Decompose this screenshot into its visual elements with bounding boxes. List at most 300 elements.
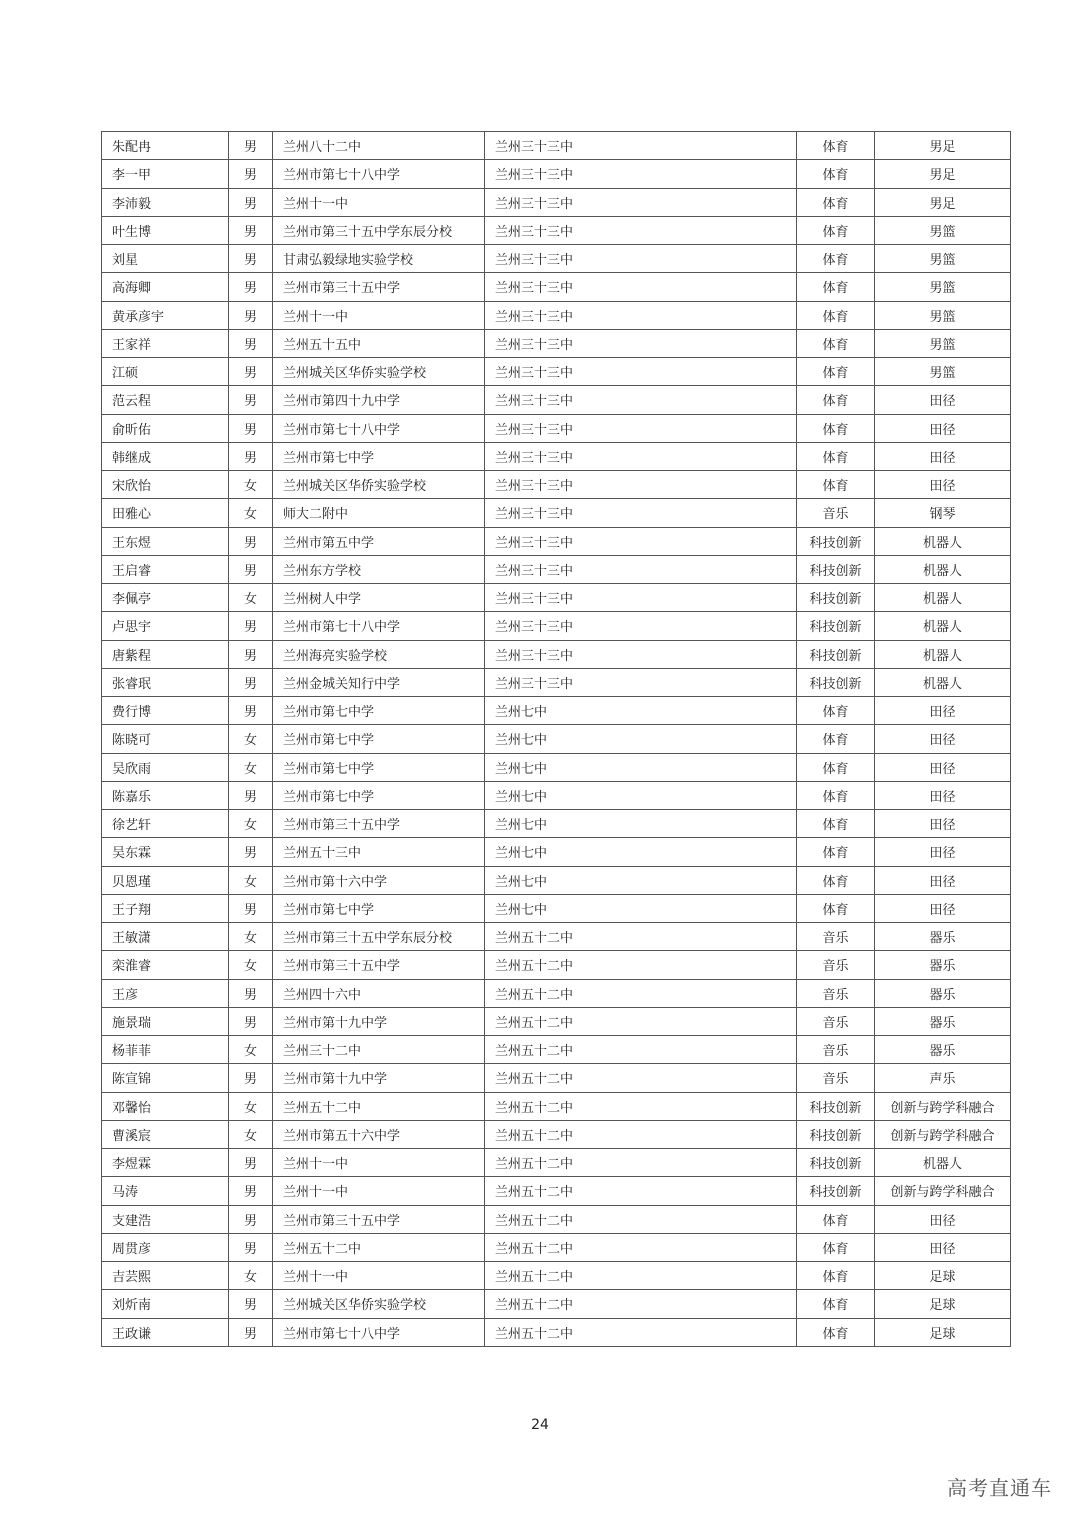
admitted-school-cell: 兰州七中 — [485, 753, 797, 781]
student-name-cell: 王启睿 — [102, 555, 229, 583]
origin-school-cell: 兰州市第三十五中学 — [273, 273, 485, 301]
admitted-school-cell: 兰州五十二中 — [485, 1262, 797, 1290]
category-cell: 体育 — [797, 866, 875, 894]
gender-cell: 男 — [229, 414, 273, 442]
specialty-cell: 机器人 — [875, 1149, 1011, 1177]
admitted-school-cell: 兰州三十三中 — [485, 584, 797, 612]
origin-school-cell: 兰州市第七十八中学 — [273, 414, 485, 442]
origin-school-cell: 兰州市第三十五中学东辰分校 — [273, 216, 485, 244]
origin-school-cell: 兰州城关区华侨实验学校 — [273, 1290, 485, 1318]
table-row — [102, 358, 1011, 386]
gender-cell: 男 — [229, 640, 273, 668]
table-row — [102, 584, 1011, 612]
category-cell: 科技创新 — [797, 640, 875, 668]
table-row — [102, 160, 1011, 188]
table-row — [102, 414, 1011, 442]
category-cell: 科技创新 — [797, 555, 875, 583]
table-row — [102, 1318, 1011, 1346]
student-name-cell: 李佩亭 — [102, 584, 229, 612]
category-cell: 科技创新 — [797, 584, 875, 612]
specialty-cell: 男篮 — [875, 273, 1011, 301]
student-name-cell: 叶生博 — [102, 216, 229, 244]
student-name-cell: 栾淮睿 — [102, 951, 229, 979]
specialty-cell: 器乐 — [875, 1007, 1011, 1035]
category-cell: 音乐 — [797, 951, 875, 979]
student-name-cell: 周贯彦 — [102, 1233, 229, 1261]
gender-cell: 男 — [229, 245, 273, 273]
gender-cell: 女 — [229, 1092, 273, 1120]
table-row — [102, 1149, 1011, 1177]
origin-school-cell: 兰州市第七十八中学 — [273, 1318, 485, 1346]
origin-school-cell: 兰州十一中 — [273, 188, 485, 216]
origin-school-cell: 兰州市第十九中学 — [273, 1064, 485, 1092]
category-cell: 科技创新 — [797, 1120, 875, 1148]
specialty-cell: 创新与跨学科融合 — [875, 1120, 1011, 1148]
category-cell: 科技创新 — [797, 1177, 875, 1205]
admitted-school-cell: 兰州七中 — [485, 810, 797, 838]
specialty-cell: 田径 — [875, 894, 1011, 922]
specialty-cell: 田径 — [875, 725, 1011, 753]
specialty-cell: 钢琴 — [875, 499, 1011, 527]
student-name-cell: 陈晓可 — [102, 725, 229, 753]
admitted-school-cell: 兰州七中 — [485, 866, 797, 894]
gender-cell: 女 — [229, 1262, 273, 1290]
origin-school-cell: 兰州四十六中 — [273, 979, 485, 1007]
origin-school-cell: 兰州市第七中学 — [273, 753, 485, 781]
table-row — [102, 1262, 1011, 1290]
gender-cell: 男 — [229, 1318, 273, 1346]
origin-school-cell: 兰州市第三十五中学 — [273, 1205, 485, 1233]
category-cell: 科技创新 — [797, 668, 875, 696]
table-row — [102, 640, 1011, 668]
gender-cell: 男 — [229, 1290, 273, 1318]
origin-school-cell: 兰州五十五中 — [273, 329, 485, 357]
student-name-cell: 陈嘉乐 — [102, 781, 229, 809]
specialty-cell: 机器人 — [875, 527, 1011, 555]
specialty-cell: 男篮 — [875, 329, 1011, 357]
admitted-school-cell: 兰州七中 — [485, 725, 797, 753]
category-cell: 体育 — [797, 329, 875, 357]
origin-school-cell: 兰州十一中 — [273, 301, 485, 329]
student-name-cell: 王敏潇 — [102, 923, 229, 951]
admitted-school-cell: 兰州三十三中 — [485, 216, 797, 244]
origin-school-cell: 兰州海亮实验学校 — [273, 640, 485, 668]
table-row — [102, 273, 1011, 301]
specialty-cell: 机器人 — [875, 612, 1011, 640]
table-row — [102, 1007, 1011, 1035]
table-row — [102, 188, 1011, 216]
category-cell: 音乐 — [797, 1064, 875, 1092]
origin-school-cell: 兰州十一中 — [273, 1149, 485, 1177]
specialty-cell: 男足 — [875, 188, 1011, 216]
admitted-school-cell: 兰州五十二中 — [485, 1120, 797, 1148]
specialty-cell: 创新与跨学科融合 — [875, 1092, 1011, 1120]
category-cell: 音乐 — [797, 923, 875, 951]
origin-school-cell: 兰州八十二中 — [273, 132, 485, 160]
admitted-school-cell: 兰州五十二中 — [485, 1233, 797, 1261]
category-cell: 体育 — [797, 725, 875, 753]
admitted-school-cell: 兰州七中 — [485, 894, 797, 922]
admitted-school-cell: 兰州五十二中 — [485, 1007, 797, 1035]
gender-cell: 女 — [229, 725, 273, 753]
category-cell: 体育 — [797, 132, 875, 160]
category-cell: 科技创新 — [797, 1149, 875, 1177]
origin-school-cell: 兰州十一中 — [273, 1262, 485, 1290]
table-row — [102, 527, 1011, 555]
gender-cell: 男 — [229, 697, 273, 725]
specialty-cell: 田径 — [875, 838, 1011, 866]
origin-school-cell: 兰州城关区华侨实验学校 — [273, 471, 485, 499]
student-name-cell: 李沛毅 — [102, 188, 229, 216]
table-row — [102, 697, 1011, 725]
table-row — [102, 555, 1011, 583]
gender-cell: 男 — [229, 1205, 273, 1233]
origin-school-cell: 兰州市第七十八中学 — [273, 160, 485, 188]
admitted-school-cell: 兰州五十二中 — [485, 951, 797, 979]
gender-cell: 男 — [229, 527, 273, 555]
student-name-cell: 李一甲 — [102, 160, 229, 188]
origin-school-cell: 兰州市第十九中学 — [273, 1007, 485, 1035]
specialty-cell: 田径 — [875, 414, 1011, 442]
specialty-cell: 器乐 — [875, 923, 1011, 951]
gender-cell: 男 — [229, 442, 273, 470]
table-row — [102, 329, 1011, 357]
gender-cell: 男 — [229, 612, 273, 640]
origin-school-cell: 兰州市第三十五中学东辰分校 — [273, 923, 485, 951]
category-cell: 体育 — [797, 386, 875, 414]
admitted-school-cell: 兰州五十二中 — [485, 923, 797, 951]
category-cell: 体育 — [797, 1233, 875, 1261]
category-cell: 体育 — [797, 358, 875, 386]
student-name-cell: 施景瑞 — [102, 1007, 229, 1035]
gender-cell: 男 — [229, 160, 273, 188]
table-row — [102, 668, 1011, 696]
category-cell: 体育 — [797, 1205, 875, 1233]
specialty-cell: 男篮 — [875, 245, 1011, 273]
table-row — [102, 386, 1011, 414]
specialty-cell: 男足 — [875, 160, 1011, 188]
origin-school-cell: 甘肃弘毅绿地实验学校 — [273, 245, 485, 273]
specialty-cell: 田径 — [875, 1205, 1011, 1233]
student-name-cell: 邓馨怡 — [102, 1092, 229, 1120]
table-row — [102, 979, 1011, 1007]
table-row — [102, 781, 1011, 809]
origin-school-cell: 兰州市第七十八中学 — [273, 612, 485, 640]
student-name-cell: 支建浩 — [102, 1205, 229, 1233]
admitted-school-cell: 兰州五十二中 — [485, 1149, 797, 1177]
origin-school-cell: 兰州十一中 — [273, 1177, 485, 1205]
student-name-cell: 吉芸熙 — [102, 1262, 229, 1290]
specialty-cell: 男篮 — [875, 358, 1011, 386]
origin-school-cell: 兰州市第三十五中学 — [273, 951, 485, 979]
admitted-school-cell: 兰州三十三中 — [485, 329, 797, 357]
gender-cell: 男 — [229, 301, 273, 329]
table-row — [102, 301, 1011, 329]
admitted-school-cell: 兰州三十三中 — [485, 499, 797, 527]
specialty-cell: 男足 — [875, 132, 1011, 160]
category-cell: 体育 — [797, 894, 875, 922]
admitted-school-cell: 兰州五十二中 — [485, 1318, 797, 1346]
admitted-school-cell: 兰州三十三中 — [485, 471, 797, 499]
gender-cell: 男 — [229, 188, 273, 216]
specialty-cell: 田径 — [875, 866, 1011, 894]
student-name-cell: 刘星 — [102, 245, 229, 273]
gender-cell: 男 — [229, 1177, 273, 1205]
student-name-cell: 卢思宇 — [102, 612, 229, 640]
specialty-cell: 田径 — [875, 697, 1011, 725]
specialty-cell: 足球 — [875, 1318, 1011, 1346]
student-name-cell: 王家祥 — [102, 329, 229, 357]
gender-cell: 男 — [229, 1149, 273, 1177]
student-name-cell: 高海卿 — [102, 273, 229, 301]
student-name-cell: 张睿珉 — [102, 668, 229, 696]
admitted-school-cell: 兰州三十三中 — [485, 358, 797, 386]
gender-cell: 女 — [229, 810, 273, 838]
origin-school-cell: 兰州市第五十六中学 — [273, 1120, 485, 1148]
admitted-school-cell: 兰州五十二中 — [485, 1064, 797, 1092]
gender-cell: 男 — [229, 329, 273, 357]
origin-school-cell: 兰州市第七中学 — [273, 697, 485, 725]
gender-cell: 男 — [229, 555, 273, 583]
category-cell: 体育 — [797, 414, 875, 442]
specialty-cell: 器乐 — [875, 1036, 1011, 1064]
admitted-school-cell: 兰州七中 — [485, 697, 797, 725]
table-row — [102, 1290, 1011, 1318]
origin-school-cell: 兰州市第四十九中学 — [273, 386, 485, 414]
gender-cell: 男 — [229, 216, 273, 244]
table-row — [102, 216, 1011, 244]
admitted-school-cell: 兰州三十三中 — [485, 273, 797, 301]
gender-cell: 男 — [229, 358, 273, 386]
specialty-cell: 田径 — [875, 386, 1011, 414]
specialty-cell: 创新与跨学科融合 — [875, 1177, 1011, 1205]
student-name-cell: 李煜霖 — [102, 1149, 229, 1177]
table-row — [102, 1092, 1011, 1120]
student-name-cell: 范云程 — [102, 386, 229, 414]
admitted-school-cell: 兰州五十二中 — [485, 1177, 797, 1205]
student-name-cell: 王彦 — [102, 979, 229, 1007]
admitted-school-cell: 兰州五十二中 — [485, 1092, 797, 1120]
admitted-school-cell: 兰州五十二中 — [485, 1036, 797, 1064]
student-name-cell: 俞昕佑 — [102, 414, 229, 442]
table-row — [102, 1177, 1011, 1205]
roster-table-body — [102, 132, 1011, 1347]
table-row — [102, 245, 1011, 273]
category-cell: 体育 — [797, 838, 875, 866]
student-name-cell: 王东煜 — [102, 527, 229, 555]
roster-table — [101, 131, 1011, 1347]
gender-cell: 男 — [229, 668, 273, 696]
admitted-school-cell: 兰州五十二中 — [485, 979, 797, 1007]
gender-cell: 女 — [229, 1036, 273, 1064]
origin-school-cell: 师大二附中 — [273, 499, 485, 527]
category-cell: 科技创新 — [797, 612, 875, 640]
table-row — [102, 1205, 1011, 1233]
student-name-cell: 朱配冉 — [102, 132, 229, 160]
specialty-cell: 田径 — [875, 471, 1011, 499]
gender-cell: 女 — [229, 923, 273, 951]
student-name-cell: 吴东霖 — [102, 838, 229, 866]
gender-cell: 男 — [229, 979, 273, 1007]
admitted-school-cell: 兰州三十三中 — [485, 668, 797, 696]
specialty-cell: 声乐 — [875, 1064, 1011, 1092]
admitted-school-cell: 兰州三十三中 — [485, 245, 797, 273]
gender-cell: 男 — [229, 273, 273, 301]
specialty-cell: 田径 — [875, 753, 1011, 781]
category-cell: 音乐 — [797, 1007, 875, 1035]
specialty-cell: 男篮 — [875, 216, 1011, 244]
table-row — [102, 471, 1011, 499]
student-name-cell: 江硕 — [102, 358, 229, 386]
specialty-cell: 器乐 — [875, 979, 1011, 1007]
origin-school-cell: 兰州市第七中学 — [273, 894, 485, 922]
category-cell: 体育 — [797, 1290, 875, 1318]
table-row — [102, 753, 1011, 781]
student-name-cell: 吴欣雨 — [102, 753, 229, 781]
student-name-cell: 田雅心 — [102, 499, 229, 527]
gender-cell: 女 — [229, 1120, 273, 1148]
origin-school-cell: 兰州三十二中 — [273, 1036, 485, 1064]
gender-cell: 女 — [229, 951, 273, 979]
category-cell: 科技创新 — [797, 1092, 875, 1120]
admitted-school-cell: 兰州三十三中 — [485, 527, 797, 555]
specialty-cell: 田径 — [875, 810, 1011, 838]
watermark: 高考直通车 — [947, 1476, 1052, 1500]
origin-school-cell: 兰州金城关知行中学 — [273, 668, 485, 696]
category-cell: 体育 — [797, 301, 875, 329]
gender-cell: 男 — [229, 132, 273, 160]
category-cell: 体育 — [797, 160, 875, 188]
student-name-cell: 曹溪宸 — [102, 1120, 229, 1148]
category-cell: 体育 — [797, 753, 875, 781]
specialty-cell: 田径 — [875, 1233, 1011, 1261]
category-cell: 音乐 — [797, 1036, 875, 1064]
specialty-cell: 足球 — [875, 1262, 1011, 1290]
admitted-school-cell: 兰州三十三中 — [485, 640, 797, 668]
gender-cell: 女 — [229, 499, 273, 527]
category-cell: 体育 — [797, 273, 875, 301]
student-name-cell: 马涛 — [102, 1177, 229, 1205]
student-name-cell: 陈宣锦 — [102, 1064, 229, 1092]
admitted-school-cell: 兰州三十三中 — [485, 442, 797, 470]
page-number: 24 — [531, 1417, 549, 1433]
admitted-school-cell: 兰州三十三中 — [485, 301, 797, 329]
specialty-cell: 男篮 — [875, 301, 1011, 329]
gender-cell: 男 — [229, 1007, 273, 1035]
gender-cell: 女 — [229, 753, 273, 781]
category-cell: 体育 — [797, 1262, 875, 1290]
admitted-school-cell: 兰州五十二中 — [485, 1205, 797, 1233]
category-cell: 体育 — [797, 245, 875, 273]
origin-school-cell: 兰州市第十六中学 — [273, 866, 485, 894]
specialty-cell: 器乐 — [875, 951, 1011, 979]
origin-school-cell: 兰州市第七中学 — [273, 442, 485, 470]
category-cell: 体育 — [797, 697, 875, 725]
table-row — [102, 1036, 1011, 1064]
student-name-cell: 宋欣怡 — [102, 471, 229, 499]
student-name-cell: 王子翔 — [102, 894, 229, 922]
student-name-cell: 唐紫程 — [102, 640, 229, 668]
specialty-cell: 机器人 — [875, 668, 1011, 696]
gender-cell: 女 — [229, 471, 273, 499]
table-row — [102, 1064, 1011, 1092]
table-row — [102, 838, 1011, 866]
student-name-cell: 徐艺轩 — [102, 810, 229, 838]
category-cell: 音乐 — [797, 499, 875, 527]
admitted-school-cell: 兰州三十三中 — [485, 612, 797, 640]
student-name-cell: 韩继成 — [102, 442, 229, 470]
table-row — [102, 923, 1011, 951]
category-cell: 体育 — [797, 442, 875, 470]
origin-school-cell: 兰州五十二中 — [273, 1233, 485, 1261]
table-row — [102, 810, 1011, 838]
student-name-cell: 黄承彦宇 — [102, 301, 229, 329]
table-row — [102, 725, 1011, 753]
admitted-school-cell: 兰州三十三中 — [485, 188, 797, 216]
student-name-cell: 王政谦 — [102, 1318, 229, 1346]
admitted-school-cell: 兰州三十三中 — [485, 386, 797, 414]
table-row — [102, 951, 1011, 979]
specialty-cell: 机器人 — [875, 640, 1011, 668]
gender-cell: 女 — [229, 866, 273, 894]
gender-cell: 女 — [229, 584, 273, 612]
gender-cell: 男 — [229, 386, 273, 414]
specialty-cell: 足球 — [875, 1290, 1011, 1318]
admitted-school-cell: 兰州七中 — [485, 781, 797, 809]
category-cell: 体育 — [797, 216, 875, 244]
category-cell: 音乐 — [797, 979, 875, 1007]
admitted-school-cell: 兰州五十二中 — [485, 1290, 797, 1318]
origin-school-cell: 兰州东方学校 — [273, 555, 485, 583]
origin-school-cell: 兰州市第五中学 — [273, 527, 485, 555]
admitted-school-cell: 兰州三十三中 — [485, 132, 797, 160]
gender-cell: 男 — [229, 894, 273, 922]
gender-cell: 男 — [229, 838, 273, 866]
student-name-cell: 杨菲菲 — [102, 1036, 229, 1064]
table-row — [102, 1233, 1011, 1261]
gender-cell: 男 — [229, 1064, 273, 1092]
student-name-cell: 费行博 — [102, 697, 229, 725]
specialty-cell: 机器人 — [875, 584, 1011, 612]
admitted-school-cell: 兰州三十三中 — [485, 555, 797, 583]
admitted-school-cell: 兰州三十三中 — [485, 160, 797, 188]
origin-school-cell: 兰州五十三中 — [273, 838, 485, 866]
category-cell: 体育 — [797, 781, 875, 809]
table-row — [102, 499, 1011, 527]
table-row — [102, 1120, 1011, 1148]
origin-school-cell: 兰州树人中学 — [273, 584, 485, 612]
admitted-school-cell: 兰州三十三中 — [485, 414, 797, 442]
category-cell: 科技创新 — [797, 527, 875, 555]
origin-school-cell: 兰州市第七中学 — [273, 781, 485, 809]
category-cell: 体育 — [797, 188, 875, 216]
table-row — [102, 132, 1011, 160]
gender-cell: 男 — [229, 781, 273, 809]
table-row — [102, 894, 1011, 922]
admitted-school-cell: 兰州七中 — [485, 838, 797, 866]
origin-school-cell: 兰州五十二中 — [273, 1092, 485, 1120]
origin-school-cell: 兰州市第七中学 — [273, 725, 485, 753]
origin-school-cell: 兰州城关区华侨实验学校 — [273, 358, 485, 386]
specialty-cell: 机器人 — [875, 555, 1011, 583]
specialty-cell: 田径 — [875, 442, 1011, 470]
student-name-cell: 贝恩瑾 — [102, 866, 229, 894]
category-cell: 体育 — [797, 471, 875, 499]
specialty-cell: 田径 — [875, 781, 1011, 809]
table-row — [102, 866, 1011, 894]
student-name-cell: 刘炘南 — [102, 1290, 229, 1318]
table-row — [102, 612, 1011, 640]
